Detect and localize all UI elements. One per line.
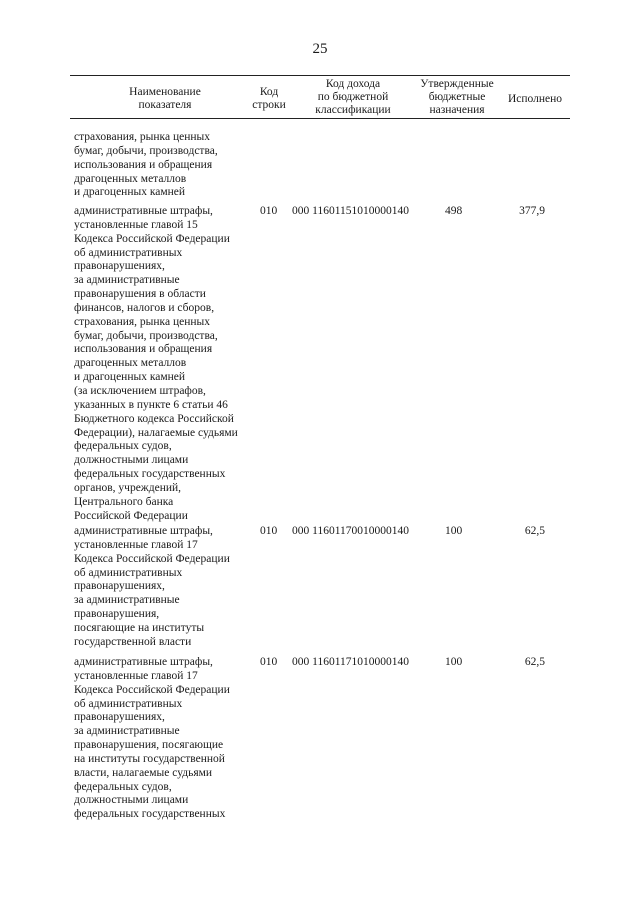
name-line: правонарушениях,: [74, 580, 165, 593]
table-cell-executed: 377,9: [519, 205, 545, 217]
table-cell-approved: 498: [445, 205, 463, 217]
name-line: федеральных судов,: [74, 780, 172, 793]
name-line: бумаг, добычи, производства,: [74, 329, 218, 342]
name-line: драгоценных металлов: [74, 172, 187, 185]
name-line: использования и обращения: [74, 158, 213, 171]
table-cell-approved: 100: [445, 656, 463, 668]
header-kbk-line: по бюджетной: [317, 91, 389, 103]
header-name-line: Наименование: [129, 86, 201, 98]
header-approved-line: назначения: [429, 104, 485, 116]
header-kbk: [293, 78, 413, 117]
header-kbk-line: классификации: [315, 104, 391, 116]
name-line: указанных в пункте 6 статьи 46: [74, 398, 228, 411]
name-line: органов, учреждений,: [74, 481, 182, 494]
name-line: правонарушения, посягающие: [74, 739, 224, 752]
name-line: федеральных государственных: [74, 808, 226, 821]
name-line: и драгоценных камней: [74, 186, 186, 199]
name-line: установленные главой 17: [74, 669, 198, 682]
name-line: должностными лицами: [74, 794, 189, 807]
page-number: 25: [312, 41, 328, 57]
name-line: страхования, рынка ценных: [74, 315, 210, 328]
name-line: финансов, налогов и сборов,: [74, 301, 215, 314]
name-line: административные штрафы,: [74, 525, 213, 537]
name-line: Кодекса Российской Федерации: [74, 232, 230, 245]
name-line: (за исключением штрафов,: [74, 384, 206, 397]
name-line: бумаг, добычи, производства,: [74, 144, 218, 157]
name-line: на институты государственной: [74, 752, 225, 765]
table-cell-executed: 62,5: [524, 525, 545, 537]
table-cell-kbk: 000 11601171010000140: [292, 656, 410, 668]
name-line: правонарушения,: [74, 608, 160, 621]
header-code: [249, 86, 289, 112]
header-kbk-line: Код дохода: [325, 78, 381, 90]
name-line: федеральных судов,: [74, 440, 172, 453]
header-name-line: показателя: [138, 99, 192, 111]
table-row-name: [74, 525, 254, 650]
name-line: страхования, рынка ценных: [74, 131, 210, 143]
table-cell-kbk: 000 11601151010000140: [292, 205, 410, 217]
header-code-line: Код: [259, 86, 279, 98]
name-line: использования и обращения: [74, 343, 213, 356]
name-line: об административных: [74, 697, 183, 710]
header-approved: [417, 78, 497, 117]
name-line: Бюджетного кодекса Российской: [74, 412, 234, 425]
table-cell-code: 010: [260, 525, 278, 537]
header-executed: Исполнено: [507, 93, 563, 105]
table-header-rule: [70, 118, 570, 119]
name-line: правонарушениях,: [74, 260, 165, 273]
header-name: [90, 86, 240, 112]
name-line: Кодекса Российской Федерации: [74, 683, 230, 696]
name-line: установленные главой 17: [74, 538, 198, 551]
table-row-name: [74, 205, 254, 523]
name-line: власти, налагаемые судьями: [74, 766, 213, 779]
name-line: и драгоценных камней: [74, 371, 186, 384]
header-code-line: строки: [252, 99, 286, 111]
name-line: государственной власти: [74, 635, 192, 648]
name-line: Кодекса Российской Федерации: [74, 552, 230, 565]
name-line: за административные: [74, 274, 180, 287]
name-line: за административные: [74, 725, 180, 738]
name-line: об административных: [74, 246, 183, 259]
name-line: административные штрафы,: [74, 205, 213, 217]
header-approved-line: Утвержденные: [420, 78, 494, 90]
name-line: административные штрафы,: [74, 656, 213, 668]
table-row-name: [74, 656, 254, 822]
name-line: за административные: [74, 594, 180, 607]
name-line: правонарушениях,: [74, 711, 165, 724]
table-cell-kbk: 000 11601170010000140: [292, 525, 410, 537]
table-cell-code: 010: [260, 656, 278, 668]
name-line: Центрального банка: [74, 495, 174, 508]
name-line: установленные главой 15: [74, 218, 198, 231]
name-line: Федерации), налагаемые судьями: [74, 426, 238, 439]
name-line: драгоценных металлов: [74, 357, 187, 370]
table-row-name: [74, 131, 254, 200]
name-line: федеральных государственных: [74, 468, 226, 481]
name-line: об административных: [74, 566, 183, 579]
name-line: должностными лицами: [74, 454, 189, 467]
name-line: посягающие на институты: [74, 621, 205, 634]
table-cell-code: 010: [260, 205, 278, 217]
table-cell-executed: 62,5: [524, 656, 545, 668]
name-line: Российской Федерации: [74, 509, 188, 522]
name-line: правонарушения в области: [74, 288, 206, 301]
header-approved-line: бюджетные: [428, 91, 486, 103]
table-cell-approved: 100: [445, 525, 463, 537]
table-top-rule: [70, 75, 570, 76]
